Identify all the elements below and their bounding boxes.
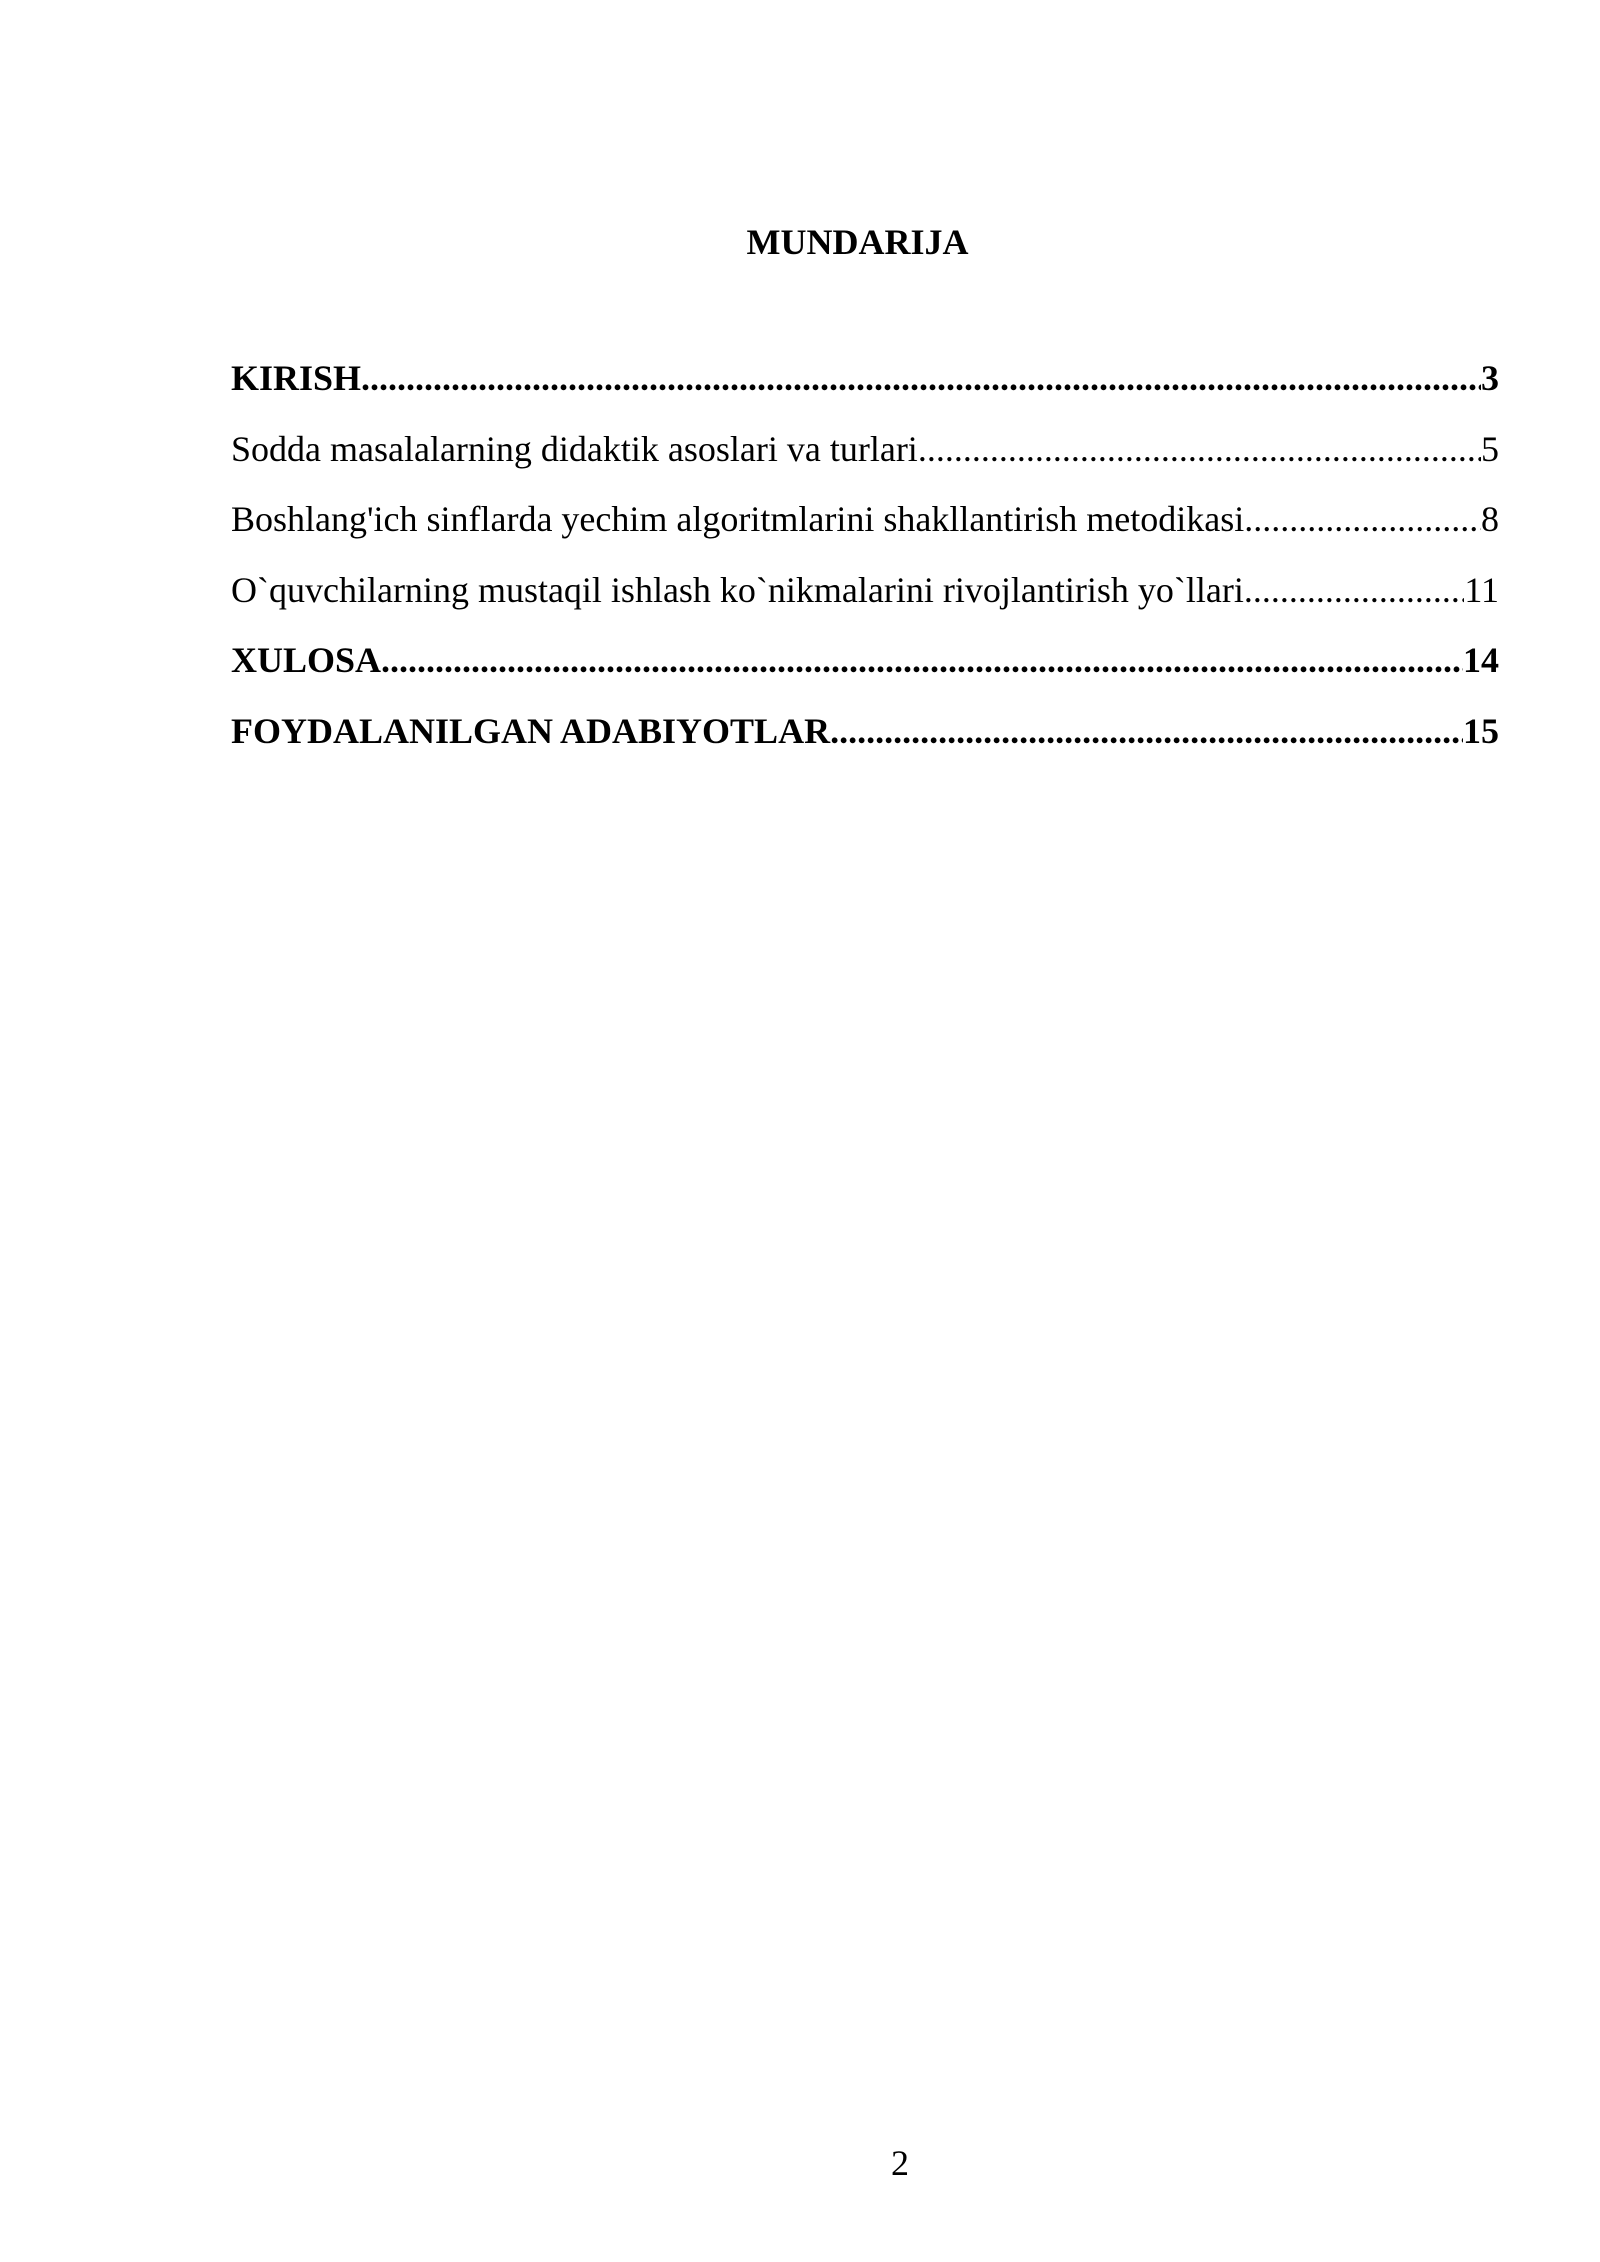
toc-entry-label: XULOSA: [231, 640, 382, 680]
table-of-contents: [231, 354, 1499, 777]
toc-entry-label: FOYDALANILGAN ADABIYOTLAR: [231, 710, 831, 751]
toc-entry-yechim-algoritmlari[interactable]: [231, 495, 1499, 566]
toc-entry-label: KIRISH: [231, 358, 362, 398]
toc-leader-dots: [1244, 495, 1481, 543]
toc-entry-sodda-masalalar[interactable]: [231, 425, 1499, 496]
toc-entry-label: Sodda masalalarning didaktik asoslari va turlari: [231, 428, 918, 469]
toc-leader-dots: [1244, 566, 1465, 614]
toc-entry-xulosa[interactable]: [231, 636, 1499, 707]
toc-entry-page: 14: [1463, 640, 1499, 680]
toc-entry-adabiyotlar[interactable]: [231, 707, 1499, 778]
toc-leader-dots: [830, 707, 1463, 755]
toc-entry-label: Boshlang'ich sinflarda yechim algoritmlarini shakllantirish metodikasi: [231, 499, 1245, 539]
toc-entry-label: O`quvchilarning mustaqil ishlash ko`nikmalarini rivojlantirish yo`llari: [231, 569, 1244, 610]
toc-entry-page: 15: [1463, 710, 1499, 751]
toc-entry-page: 8: [1481, 499, 1499, 539]
toc-entry-page: 11: [1464, 569, 1499, 610]
toc-leader-dots: [361, 354, 1481, 402]
toc-entry-page: 3: [1481, 358, 1499, 398]
page-number: 2: [891, 2143, 909, 2183]
toc-leader-dots: [381, 636, 1463, 684]
toc-entry-mustaqil-ishlash[interactable]: [231, 566, 1499, 637]
toc-entry-page: 5: [1481, 428, 1499, 469]
toc-entry-kirish[interactable]: [231, 354, 1499, 425]
toc-leader-dots: [918, 425, 1481, 473]
toc-title: MUNDARIJA: [746, 222, 969, 262]
